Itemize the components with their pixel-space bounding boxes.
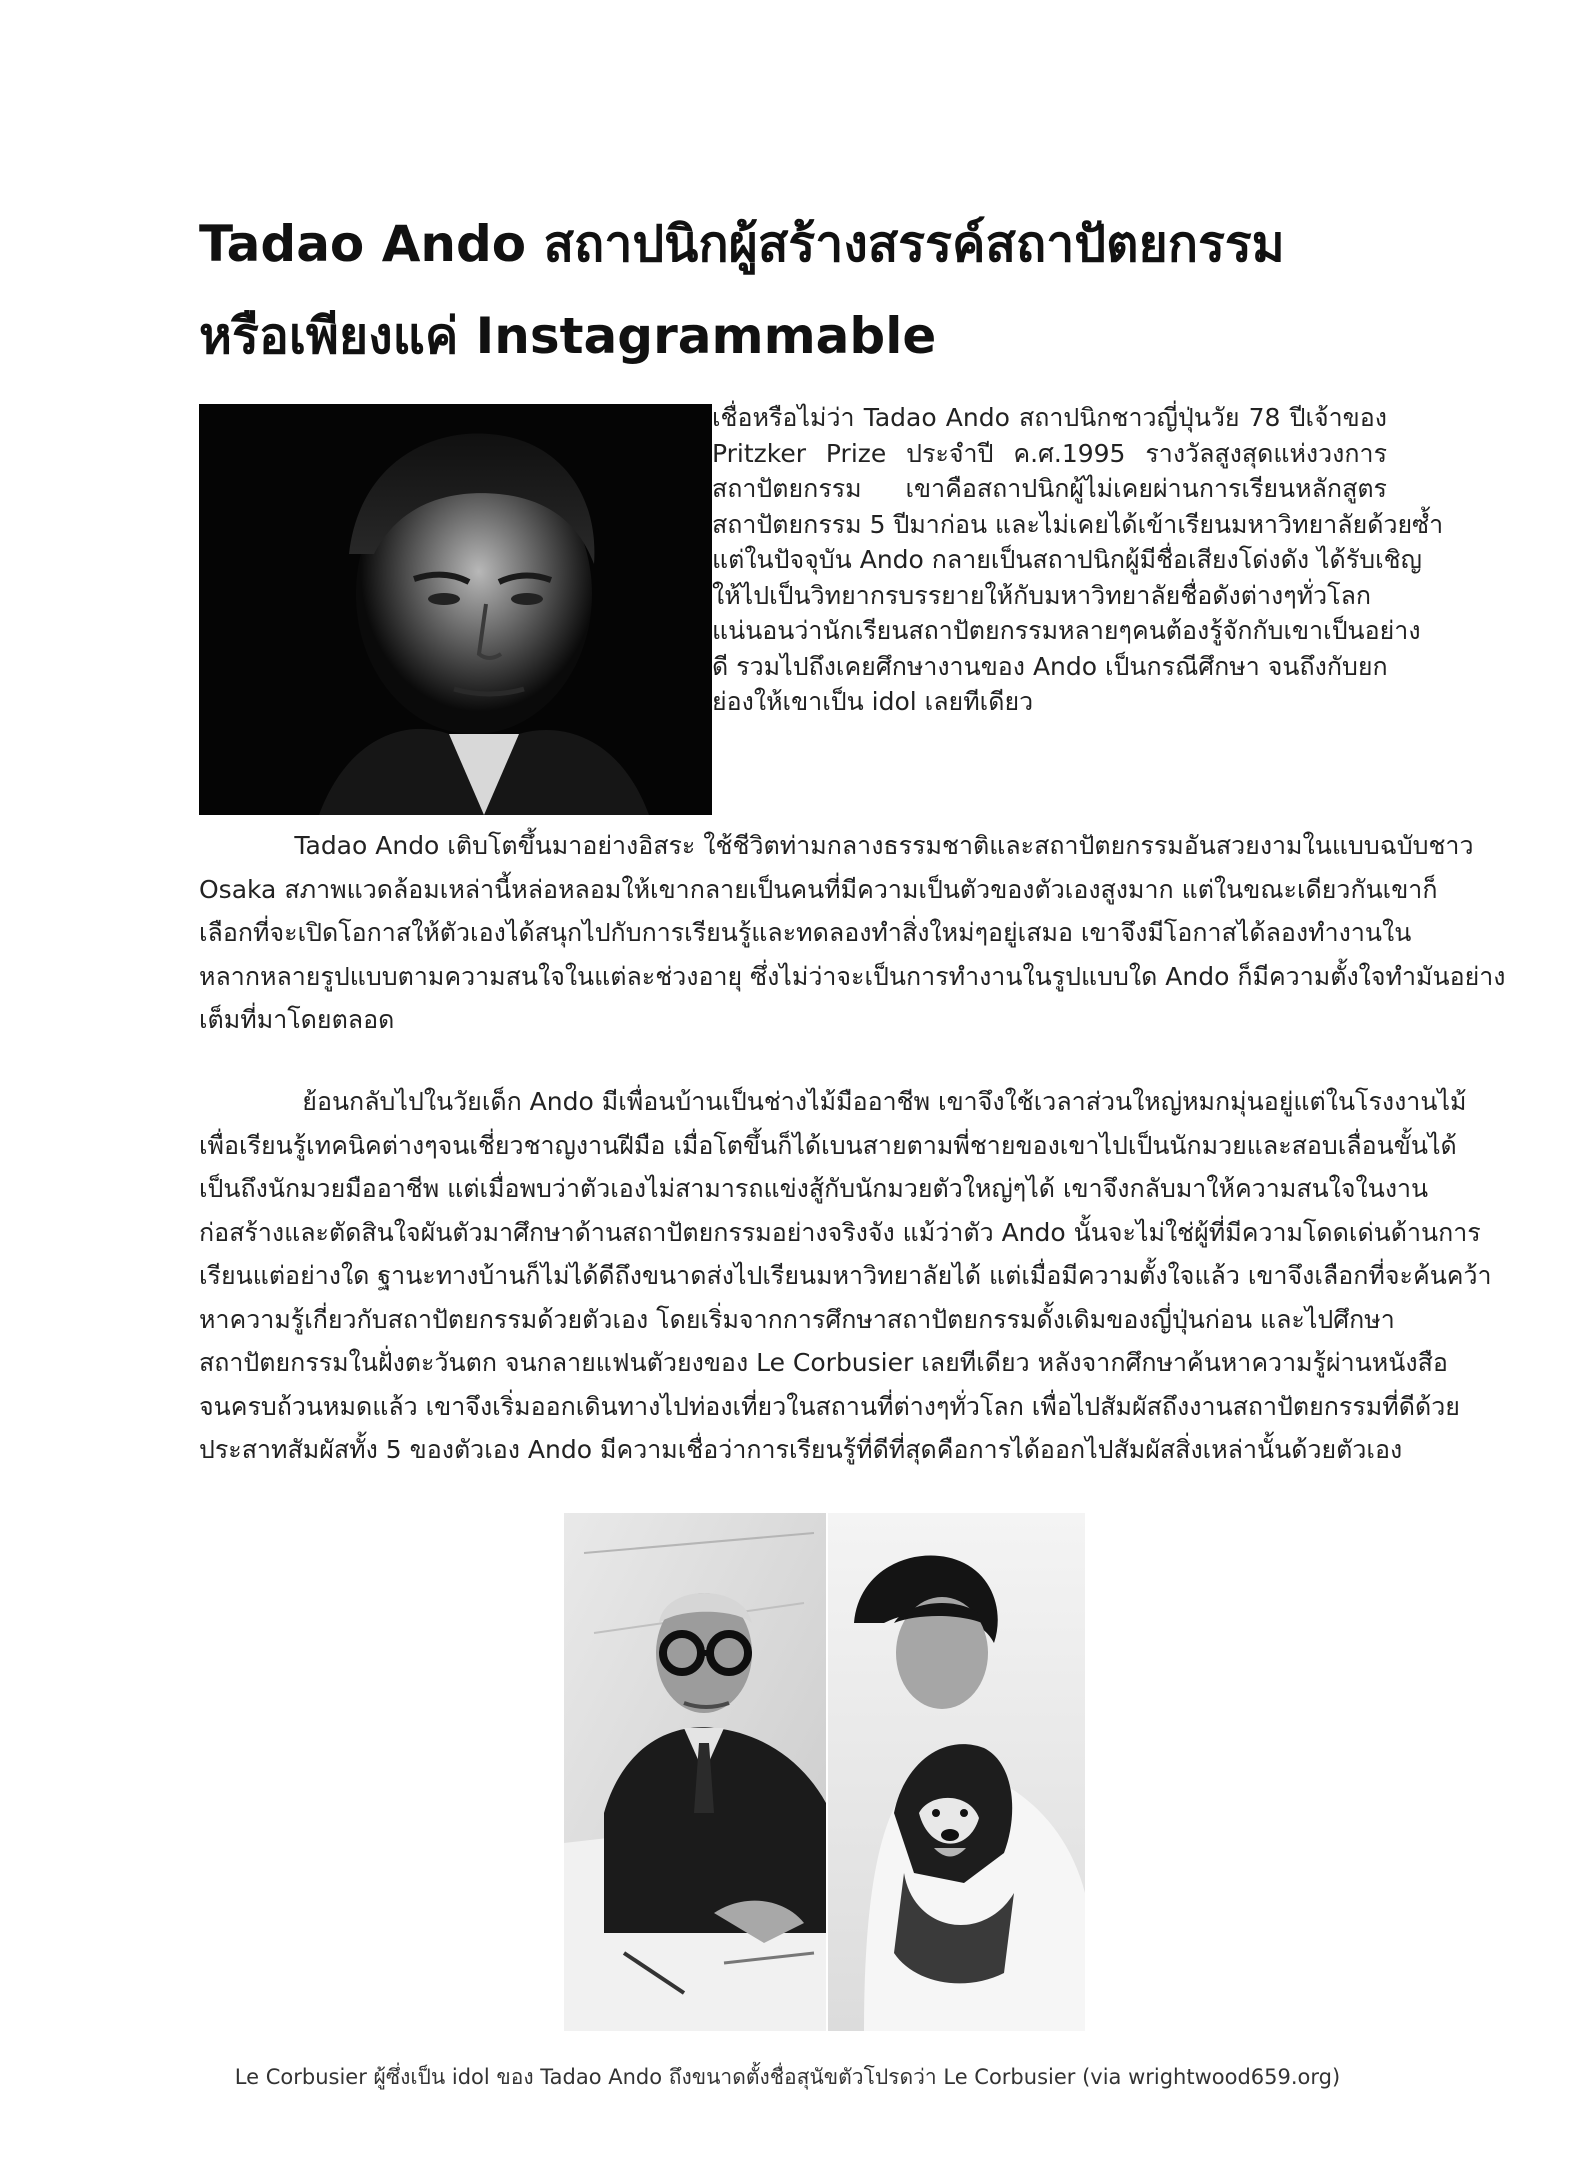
paragraph-line: ย้อนกลับไปในวัยเด็ก Ando มีเพื่อนบ้านเป็นช่างไม้มืออาชีพ เขาจึงใช้เวลาส่วนใหญ่หมกมุ่นอยู่แต่ในโรงงานไม้ <box>199 1087 1467 1116</box>
paragraph-line: สถาปัตยกรรมในฝั่งตะวันตก จนกลายแฟนตัวยงของ Le Corbusier เลยทีเดียว หลังจากศึกษาค้นหาความรู้ผ่านหนังสือ <box>199 1348 1448 1377</box>
paragraph-line: ก่อสร้างและตัดสินใจผันตัวมาศึกษาด้านสถาปัตยกรรมอย่างจริงจัง แม้ว่าตัว Ando นั้นจะไม่ใช่ผู้ที่มีความโดดเด่นด้านการ <box>199 1217 1481 1247</box>
paragraph-line: จนครบถ้วนหมดแล้ว เขาจึงเริ่มออกเดินทางไปท่องเที่ยวในสถานที่ต่างๆทั่วโลก เพื่อไปสัมผัสถึงงานสถาปัตยกรรมที่ดีด้วย <box>199 1391 1460 1421</box>
paragraph-line: Tadao Ando เติบโตขึ้นมาอย่างอิสระ ใช้ชีวิตท่ามกลางธรรมชาติและสถาปัตยกรรมอันสวยงามในแบบฉบับชาว <box>199 831 1474 860</box>
intro-line: ให้ไปเป็นวิทยากรบรรยายให้กับมหาวิทยาลัยชื่อดังต่างๆทั่วโลก <box>712 580 1372 610</box>
intro-line: แน่นอนว่านักเรียนสถาปัตยกรรมหลายๆคนต้องรู้จักกับเขาเป็นอย่าง <box>712 616 1421 645</box>
intro-line: แต่ในปัจจุบัน Ando กลายเป็นสถาปนิกผู้มีชื่อเสียงโด่งดัง ได้รับเชิญ <box>712 545 1422 574</box>
intro-line: ดี รวมไปถึงเคยศึกษางานของ Ando เป็นกรณีศึกษา จนถึงกับยก <box>712 651 1388 681</box>
intro-line: Pritzker Prize ประจำปี ค.ศ.1995 รางวัลสูงสุดแห่งวงการ <box>712 438 1387 468</box>
tadao-ando-portrait-photo <box>199 404 712 815</box>
le-corbusier-at-desk-photo <box>564 1513 826 2031</box>
paragraph-line: Osaka สภาพแวดล้อมเหล่านี้หล่อหลอมให้เขากลายเป็นคนที่มีความเป็นตัวของตัวเองสูงมาก แต่ในขณะเดียวกันเขาก็ <box>199 874 1438 904</box>
photo-caption: Le Corbusier ผู้ซึ่งเป็น idol ของ Tadao Ando ถึงขนาดตั้งชื่อสุนัขตัวโปรดว่า Le Corbusier (via wrightwood659.org) <box>234 2065 1341 2089</box>
body-paragraph-2 <box>199 1080 1492 1472</box>
paragraph-line: หาความรู้เกี่ยวกับสถาปัตยกรรมด้วยตัวเอง โดยเริ่มจากการศึกษาสถาปัตยกรรมดั้งเดิมของญี่ปุ่นก่อน และไปศึกษา <box>199 1304 1395 1334</box>
paragraph-line: เพื่อเรียนรู้เทคนิคต่างๆจนเชี่ยวชาญงานฝีมือ เมื่อโตขึ้นก็ได้เบนสายตามพี่ชายของเขาไปเป็นนักมวยและสอบเลื่อนขั้นได้ <box>199 1130 1457 1160</box>
intro-line: เชื่อหรือไม่ว่า Tadao Ando สถาปนิกชาวญี่ปุ่นวัย 78 ปีเจ้าของ <box>712 403 1387 432</box>
intro-line: ย่องให้เขาเป็น idol เลยทีเดียว <box>712 687 1034 716</box>
intro-line: สถาปัตยกรรม เขาคือสถาปนิกผู้ไม่เคยผ่านการเรียนหลักสูตร <box>712 474 1387 503</box>
portrait-photo-illustration <box>199 404 712 815</box>
intro-paragraph <box>712 400 1444 720</box>
article-title-line-1: Tadao Ando สถาปนิกผู้สร้างสรรค์สถาปัตยกรรม <box>199 215 1285 273</box>
photo-pair <box>564 1513 1085 2031</box>
paragraph-line: เต็มที่มาโดยตลอด <box>199 1005 395 1034</box>
paragraph-line: หลากหลายรูปแบบตามความสนใจในแต่ละช่วงอายุ ซึ่งไม่ว่าจะเป็นการทำงานในรูปแบบใด Ando ก็มีความตั้งใจทำมันอย่าง <box>199 961 1506 991</box>
paragraph-line: ประสาทสัมผัสทั้ง 5 ของตัวเอง Ando มีความเชื่อว่าการเรียนรู้ที่ดีที่สุดคือการได้ออกไปสัมผัสสิ่งเหล่านั้นด้วยตัวเอง <box>199 1435 1403 1464</box>
article-title-line-2: หรือเพียงแค่ Instagrammable <box>199 307 937 365</box>
body-paragraph-1 <box>199 824 1506 1042</box>
intro-line: สถาปัตยกรรม 5 ปีมาก่อน และไม่เคยได้เข้าเรียนมหาวิทยาลัยด้วยซ้ำ <box>712 509 1444 539</box>
article-title <box>199 198 1399 382</box>
paragraph-line: เป็นถึงนักมวยมืออาชีพ แต่เมื่อพบว่าตัวเองไม่สามารถแข่งสู้กับนักมวยตัวใหญ่ๆได้ เขาจึงกลับมาให้ความสนใจในงาน <box>199 1174 1429 1203</box>
paragraph-line: เรียนแต่อย่างใด ฐานะทางบ้านก็ไม่ได้ดีถึงขนาดส่งไปเรียนมหาวิทยาลัยได้ แต่เมื่อมีความตั้งใจแล้ว เขาจึงเลือกที่จะค้นคว้า <box>199 1261 1492 1290</box>
tadao-ando-with-dog-photo <box>828 1513 1085 2031</box>
photo-pair-illustration <box>564 1513 1085 2031</box>
paragraph-line: เลือกที่จะเปิดโอกาสให้ตัวเองได้สนุกไปกับการเรียนรู้และทดลองทำสิ่งใหม่ๆอยู่เสมอ เขาจึงมีโอกาสได้ลองทำงานใน <box>199 918 1412 947</box>
